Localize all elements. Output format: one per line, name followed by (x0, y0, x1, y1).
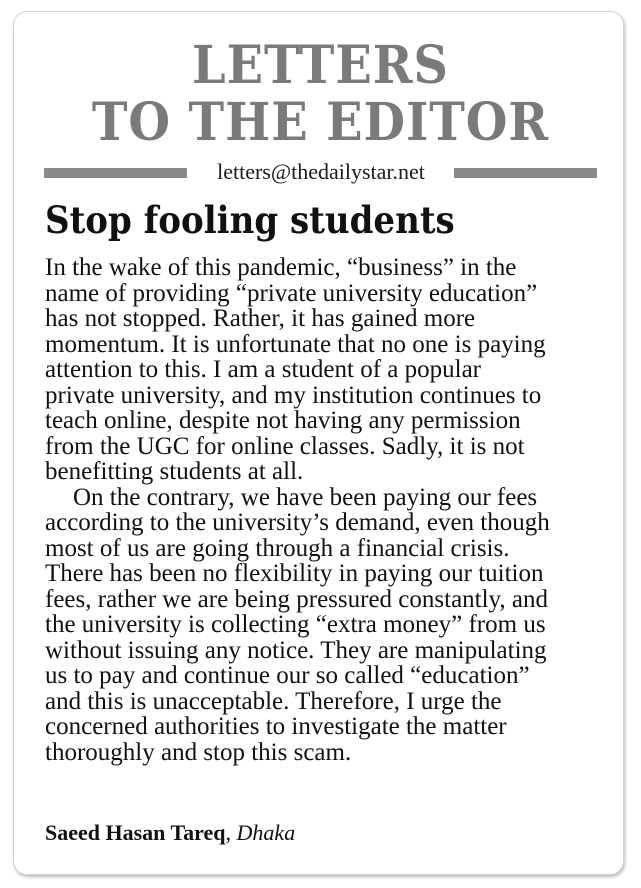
author-name: Saeed Hasan Tareq (45, 820, 226, 845)
body-line: most of us are going through a financial crisis. (45, 534, 510, 562)
body-line: from the UGC for online classes. Sadly, it is not (45, 432, 525, 460)
body-line: thoroughly and stop this scam. (45, 738, 352, 766)
left-divider-bar (44, 168, 187, 178)
body-line: benefitting students at all. (45, 458, 304, 485)
letter-body (45, 255, 601, 765)
body-line: momentum. It is unfortunate that no one is paying (45, 330, 546, 358)
signature-separator: , (225, 820, 237, 845)
right-divider-bar (454, 168, 597, 178)
body-line: us to pay and continue our so called “education” (45, 662, 530, 689)
body-line: name of providing “private university education” (45, 279, 538, 307)
letter-headline: Stop fooling students (45, 198, 455, 242)
body-line: concerned authorities to investigate the matter (45, 713, 507, 740)
body-line: In the wake of this pandemic, “business” in the (45, 254, 517, 281)
body-line: teach online, despite not having any permission (45, 407, 521, 434)
body-line: and this is unacceptable. Therefore, I urge the (45, 687, 502, 715)
letter-signature (45, 819, 295, 847)
masthead-title-line-2: TO THE EDITOR (91, 92, 550, 153)
body-line: private university, and my institution continues to (45, 381, 542, 409)
email-rule-row (44, 159, 597, 185)
body-line: has not stopped. Rather, it has gained more (45, 305, 476, 332)
author-location: Dhaka (236, 820, 296, 845)
body-line: There has been no flexibility in paying our tuition (45, 560, 544, 587)
masthead-title-line-1: LETTERS (192, 35, 449, 96)
body-line: according to the university’s demand, even though (45, 509, 550, 536)
body-line: fees, rather we are being pressured constantly, and (45, 585, 549, 613)
body-line: the university is collecting “extra money” from us (45, 611, 546, 638)
body-line: without issuing any notice. They are manipulating (45, 636, 547, 664)
editor-email-address: letters@thedailystar.net (217, 159, 425, 184)
body-line: On the contrary, we have been paying our fees (73, 483, 538, 511)
body-line: attention to this. I am a student of a popular (45, 356, 482, 383)
